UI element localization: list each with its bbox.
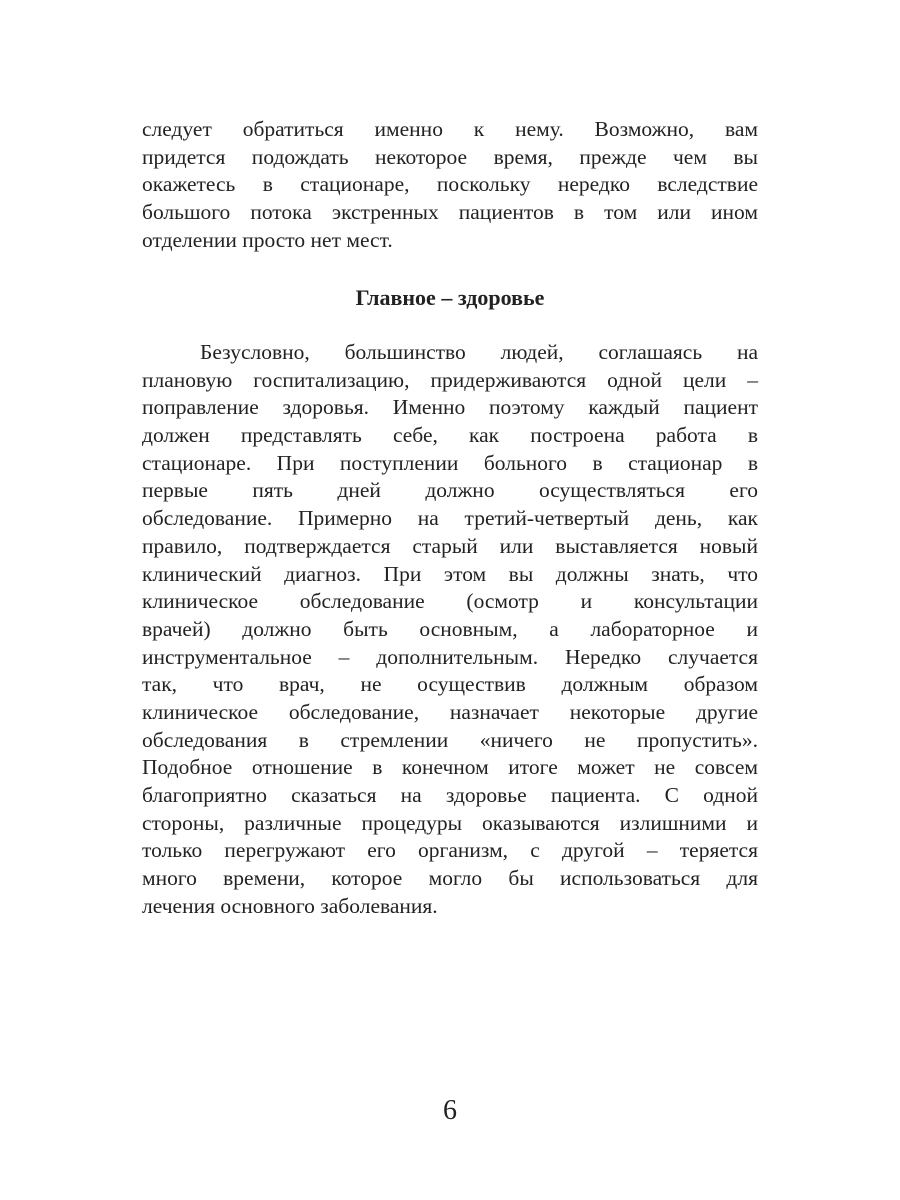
- text-line: большого потока экстренных пациентов в том или ином: [142, 200, 758, 225]
- text-line: благоприятно сказаться на здоровье пациента. С одной: [142, 783, 758, 807]
- text-line: следует обратиться именно к нему. Возможно, вам: [142, 117, 758, 141]
- text-line: поправление здоровья. Именно поэтому каждый пациент: [142, 395, 758, 420]
- text-line: инструментальное – дополнительным. Нередко случается: [142, 644, 758, 669]
- text-line: правило, подтверждается старый или выставляется новый: [142, 533, 758, 558]
- text-line: окажетесь в стационаре, поскольку нередко вследствие: [142, 172, 758, 197]
- text-line: клиническое обследование (осмотр и консультации: [142, 589, 758, 614]
- top-paragraph: [142, 116, 758, 254]
- text-line: стационаре. При поступлении больного в стационар в: [142, 450, 758, 475]
- text-line: клинический диагноз. При этом вы должны знать, что: [142, 561, 758, 586]
- text-line: клиническое обследование, назначает некоторые другие: [142, 699, 758, 724]
- text-line: первые пять дней должно осуществляться его: [142, 478, 758, 503]
- text-line: придется подождать некоторое время, прежде чем вы: [142, 144, 758, 169]
- text-line: Безусловно, большинство людей, соглашаясь на: [200, 340, 758, 364]
- text-line: так, что врач, не осуществив должным образом: [142, 672, 758, 697]
- text-line: отделении просто нет мест.: [142, 227, 393, 252]
- text-line: плановую госпитализацию, придерживаются одной цели –: [142, 367, 758, 392]
- section-heading: Главное – здоровье: [355, 285, 545, 310]
- main-paragraph: [142, 339, 758, 920]
- text-line: Подобное отношение в конечном итоге может не совсем: [142, 755, 758, 780]
- page-number: 6: [443, 1095, 457, 1126]
- text-line: врачей) должно быть основным, а лабораторное и: [142, 616, 758, 641]
- text-line: обследование. Примерно на третий-четвертый день, как: [142, 506, 758, 531]
- text-line: много времени, которое могло бы использоваться для: [142, 866, 758, 891]
- text-line: лечения основного заболевания.: [142, 893, 438, 918]
- text-line: стороны, различные процедуры оказываются излишними и: [142, 810, 758, 835]
- text-line: должен представлять себе, как построена работа в: [142, 423, 758, 448]
- text-line: обследования в стремлении «ничего не пропустить».: [142, 727, 758, 752]
- text-line: только перегружают его организм, с другой – теряется: [142, 838, 758, 863]
